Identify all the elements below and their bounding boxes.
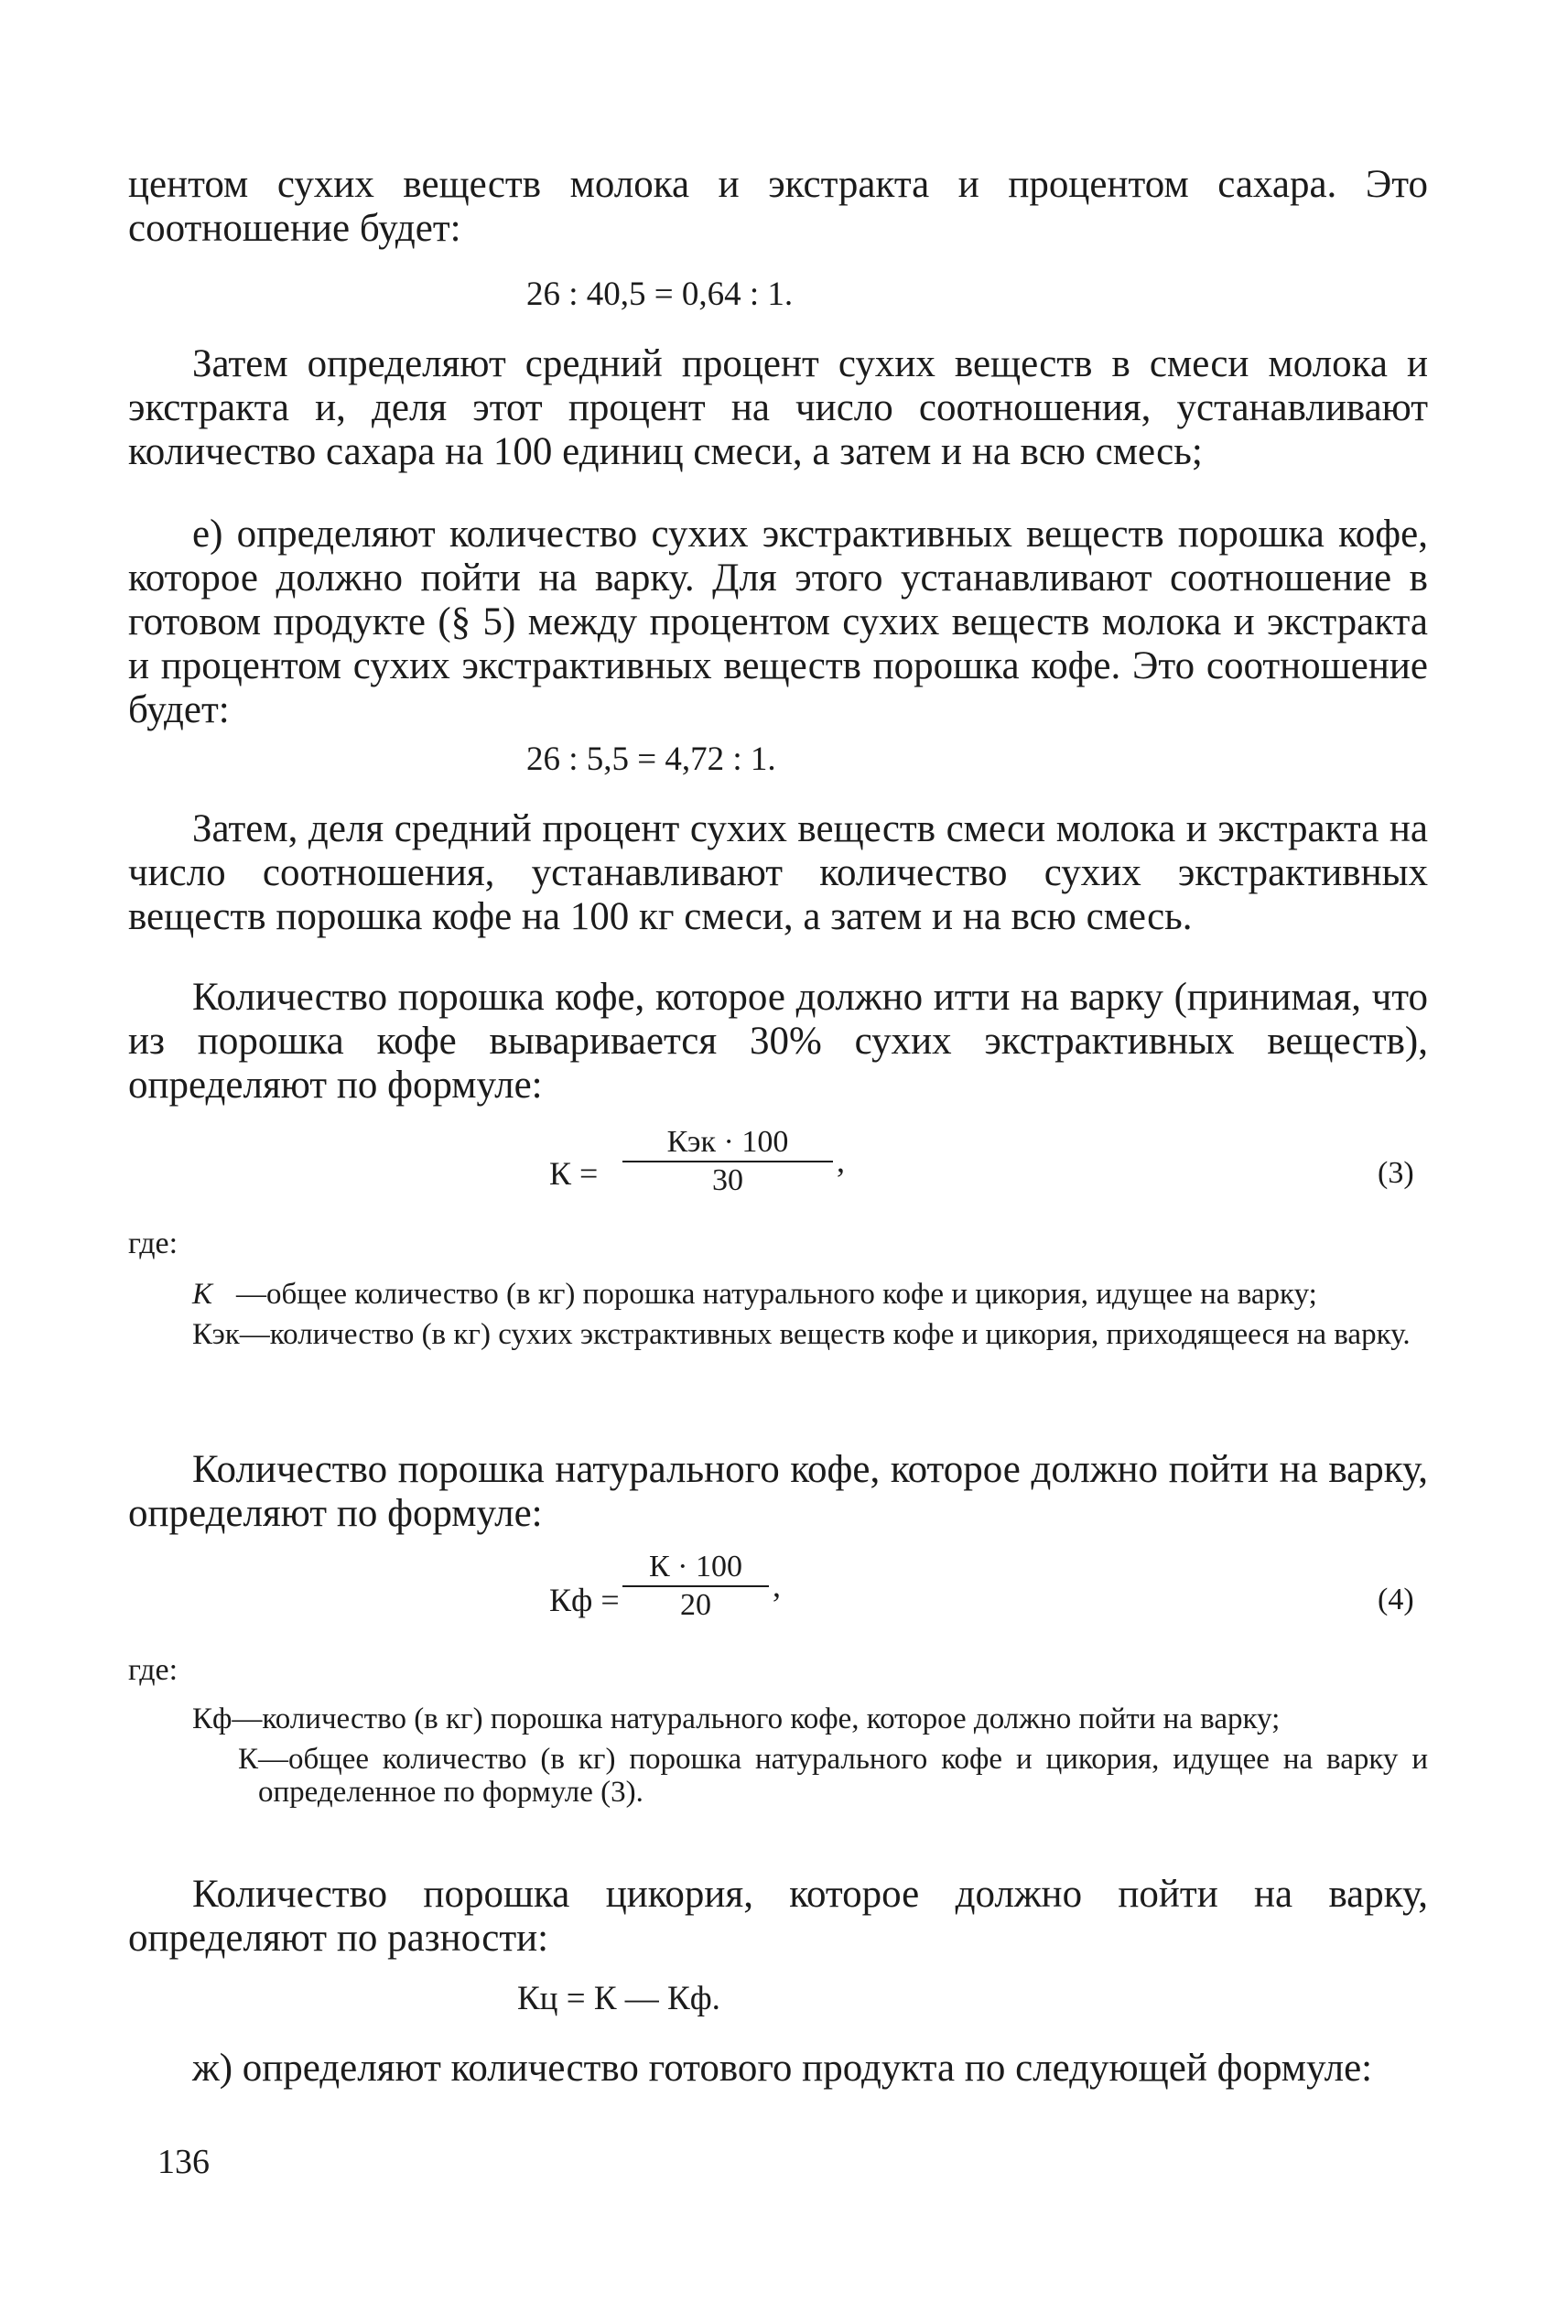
definition-row [192,1278,1428,1311]
definition-desc: —количество (в кг) сухих экстрактивных веществ кофе и цикория, приходящееся на варку. [239,1318,1411,1351]
definition-term: К [192,1278,212,1311]
paragraph-8-item-zh: ж) определяют количество готового продукта по следующей формуле: [192,2047,1373,2090]
page-number: 136 [157,2143,210,2181]
paragraph-3-item-e: е) определяют количество сухих экстрактивных веществ порошка кофе, которое должно пойти на варку. Для этого устанавливают соотношение в готовом продукте (§ 5) между процентом сухих веществ молока и экстракта и процентом сухих экстрактивных веществ порошка кофе. Это соотношение будет: [128,513,1428,731]
definition-desc: —общее количество (в кг) порошка натурального кофе и цикория, идущее на варку и определенное по формуле (3). [258,1743,1428,1809]
equation-chicory: Кц = К — Кф. [517,1980,720,2017]
formula-3-lhs: К = [549,1155,599,1192]
paragraph-1: центом сухих веществ молока и экстракта и процентом сахара. Это соотношение будет: [128,163,1428,250]
paragraph-5: Количество порошка кофе, которое должно итти на варку (принимая, что из порошка кофе вываривается 30% сухих экстрактивных веществ), определяют по формуле: [128,976,1428,1107]
paragraph-6: Количество порошка натурального кофе, которое должно пойти на варку, определяют по формуле: [128,1448,1428,1535]
definition-row [192,1702,1428,1735]
formula-3-number: (3) [1378,1156,1414,1190]
where-label-2: где: [128,1653,178,1687]
formula-3-denominator: 30 [712,1163,743,1197]
definition-term: Кф [192,1702,232,1735]
definition-row [192,1743,1428,1809]
formula-4-numerator: К · 100 [622,1549,769,1587]
definition-row [192,1318,1428,1351]
definition-term: К [238,1743,259,1776]
paragraph-2: Затем определяют средний процент сухих веществ в смеси молока и экстракта и, деля этот процент на число соотношения, устанавливают количество сахара на 100 единиц смеси, а затем и на всю смесь; [128,342,1428,473]
formula-4-lhs: Кф = [549,1582,620,1618]
definition-term: Кэк [192,1318,240,1351]
formula-4-denominator: 20 [680,1588,711,1622]
equation-ratio-coffee: 26 : 5,5 = 4,72 : 1. [526,740,776,778]
paragraph-7: Количество порошка цикория, которое должно пойти на варку, определяют по разности: [128,1873,1428,1960]
formula-4-comma: , [773,1567,781,1604]
definitions-formula-4 [192,1702,1428,1812]
definitions-formula-3 [192,1278,1428,1355]
paragraph-4: Затем, деля средний процент сухих веществ смеси молока и экстракта на число соотношения, устанавливают количество сухих экстрактивных веществ порошка кофе на 100 кг смеси, а затем и на всю смесь. [128,807,1428,938]
where-label-1: где: [128,1227,178,1260]
formula-4-number: (4) [1378,1583,1414,1616]
formula-3-numerator: Кэк · 100 [622,1124,833,1162]
formula-3-comma: , [837,1142,845,1179]
formula-3-fraction [622,1124,833,1199]
equation-ratio-sugar: 26 : 40,5 = 0,64 : 1. [526,276,794,313]
definition-desc: —количество (в кг) порошка натурального кофе, которое должно пойти на варку; [232,1702,1281,1735]
formula-4-fraction [622,1549,769,1624]
definition-desc: —общее количество (в кг) порошка натурального кофе и цикория, идущее на варку; [236,1278,1317,1311]
